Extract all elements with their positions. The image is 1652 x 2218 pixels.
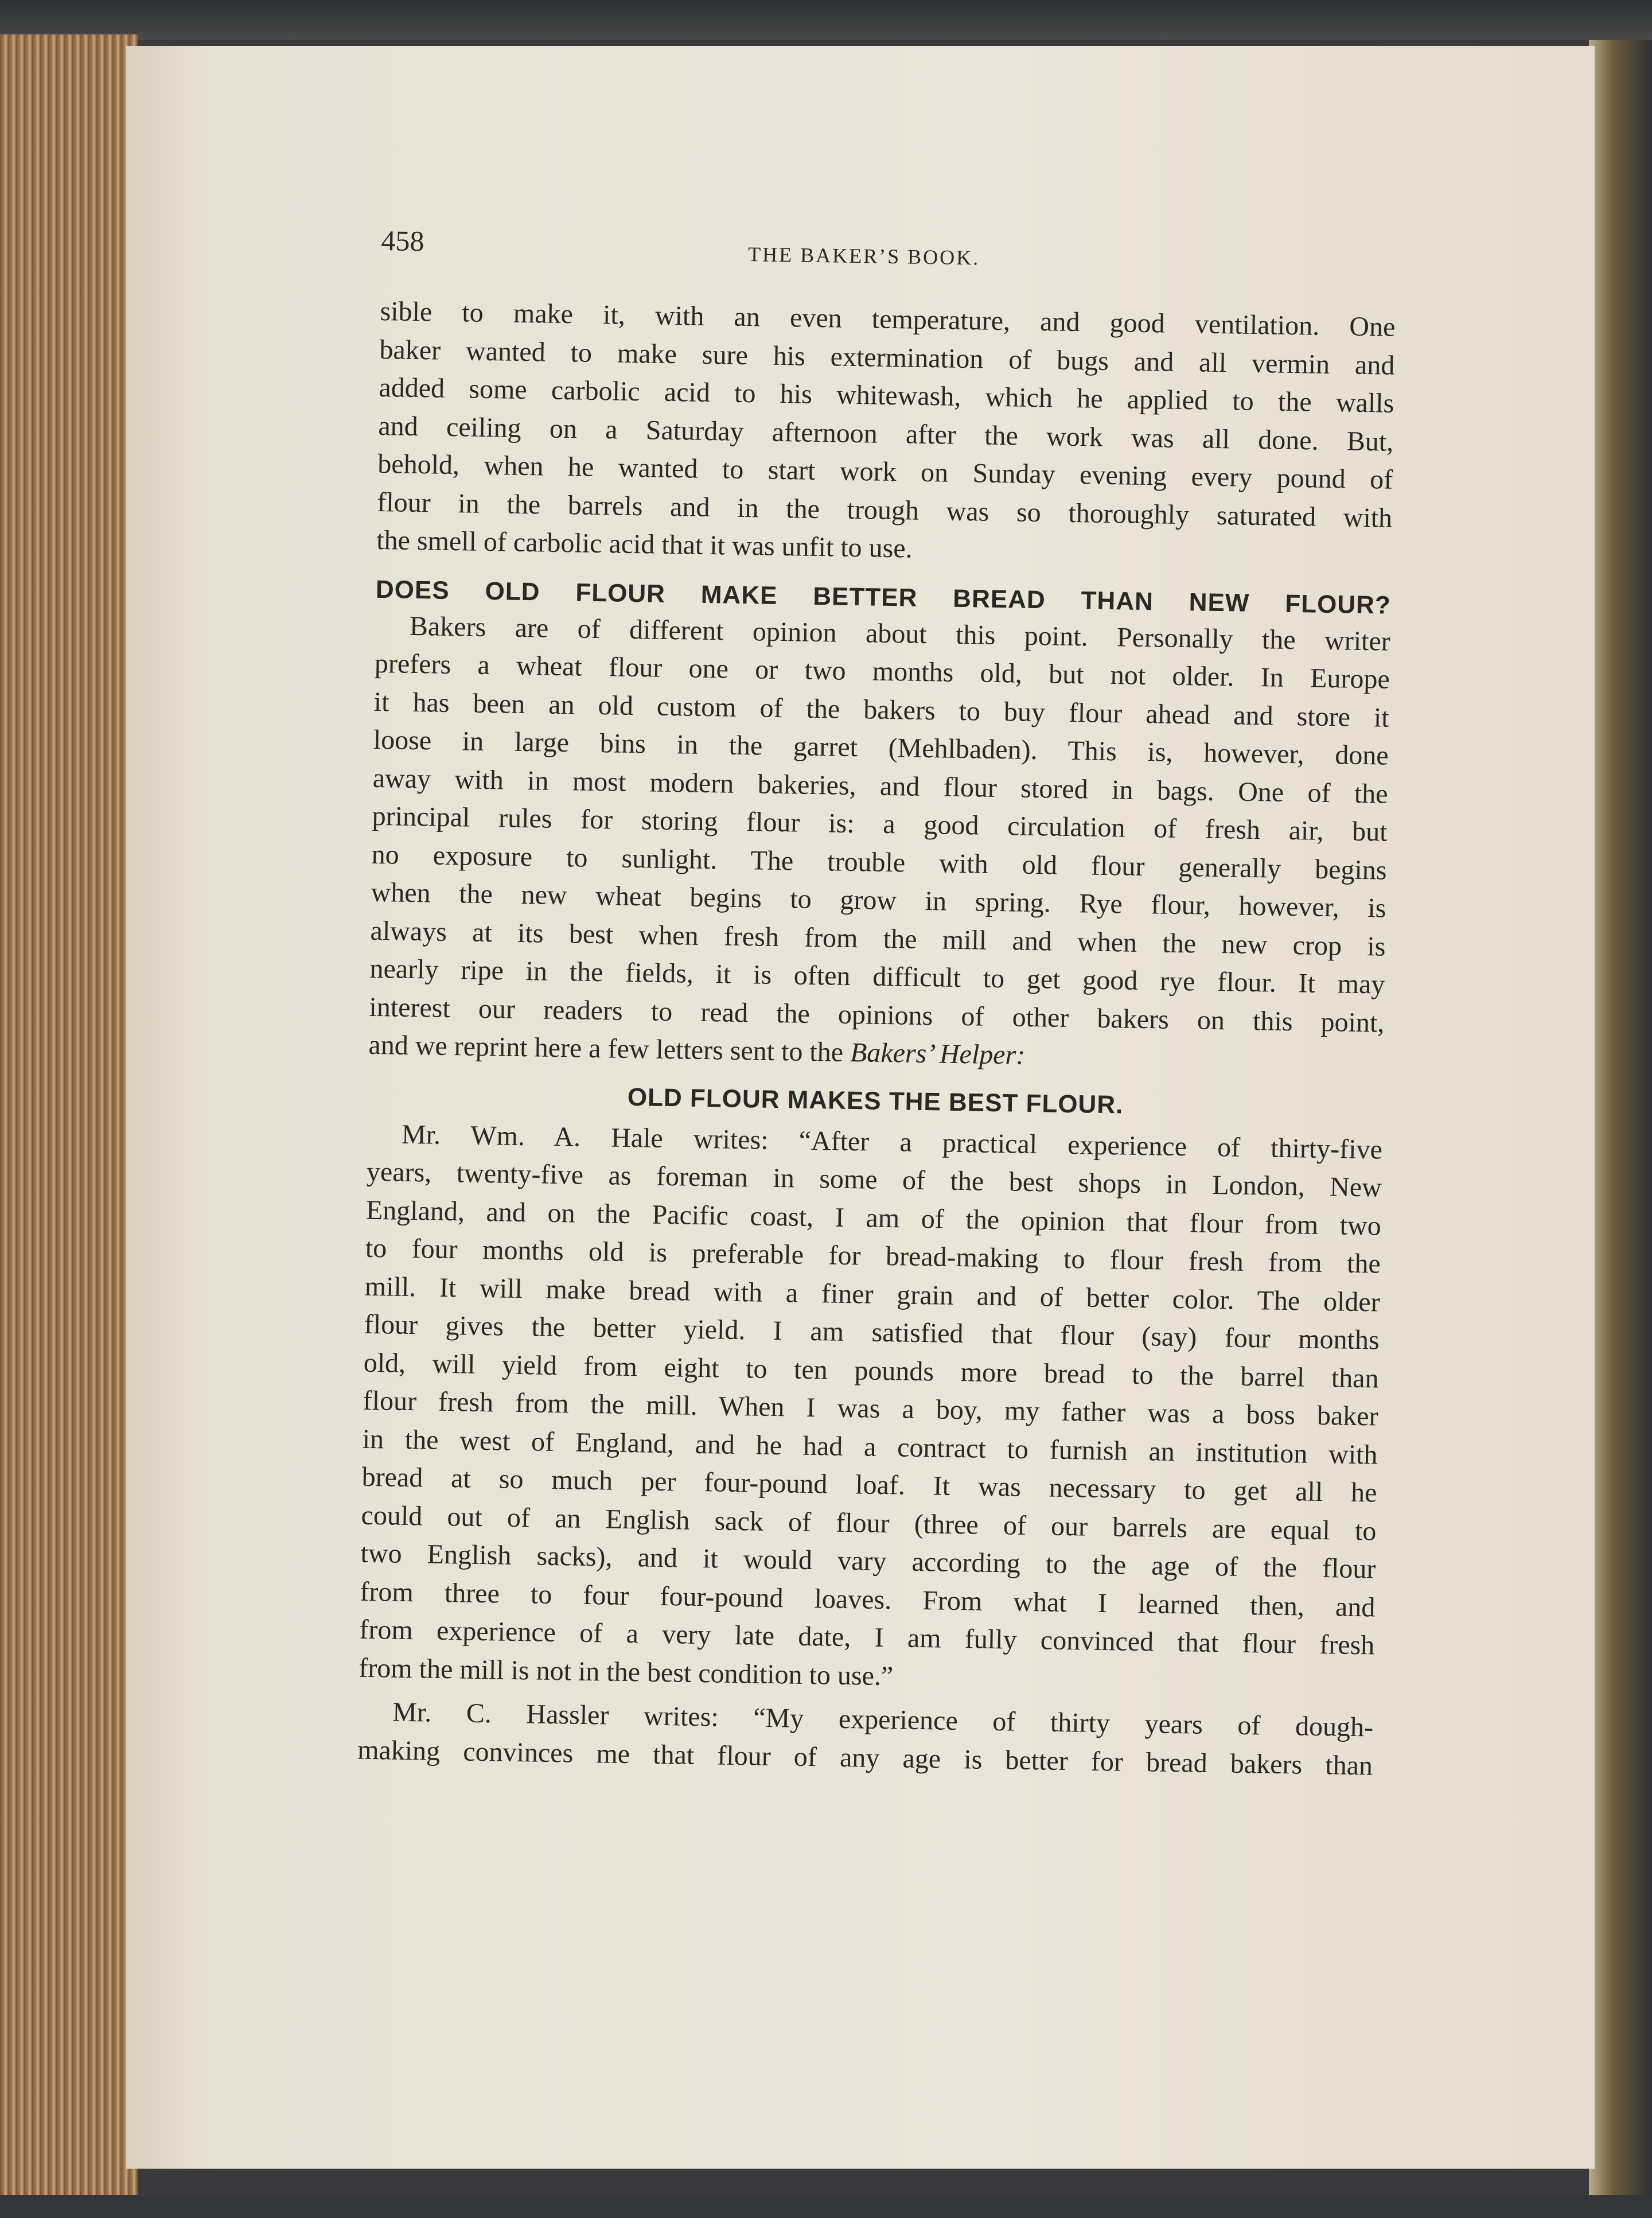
text-line: making convinces me that flour of any age is better for bread bakers than <box>357 1734 1373 1781</box>
section-heading-best-flour: OLD FLOUR MAKES THE BEST FLOUR. <box>627 1083 1124 1119</box>
text-line: no exposure to sunlight. The trouble with old flour generally begins <box>371 839 1387 886</box>
publication-title: Bakers’ Helper: <box>850 1037 1026 1071</box>
text-line: the smell of carbolic acid that it was unfit to use. <box>376 524 913 564</box>
text-line: could out of an English sack of flour (three of our barrels are equal to <box>361 1500 1377 1547</box>
text-line: away with in most modern bakeries, and flour stored in bags. One of the <box>372 762 1389 810</box>
text-line: Mr. C. Hassler writes: “My experience of thirty years of dough- <box>392 1696 1374 1743</box>
text-line: behold, when he wanted to start work on Sunday evening every pound of <box>377 448 1393 495</box>
text-line: Bakers are of different opinion about this point. Personally the writer <box>409 610 1391 657</box>
paragraph-flour-opinions <box>368 606 1390 1080</box>
text-line: principal rules for storing flour is: a good circulation of fresh air, but <box>372 800 1388 847</box>
page-edges-left <box>0 34 138 2203</box>
text-line: to four months old is preferable for bread-making to flour fresh from the <box>365 1232 1381 1279</box>
text-line: in the west of England, and he had a contract to furnish an institution with <box>362 1423 1378 1470</box>
text-line: when the new wheat begins to grow in spring. Rye flour, however, is <box>371 877 1386 924</box>
section-heading-old-flour: DOES OLD FLOUR MAKE BETTER BREAD THAN NEW FLOUR? <box>375 575 1392 620</box>
text-line: nearly ripe in the fields, it is often difficult to get good rye flour. It may <box>369 953 1385 1000</box>
text-line: from experience of a very late date, I am fully convinced that flour fresh <box>359 1614 1375 1661</box>
text-line: Mr. Wm. A. Hale writes: “After a practical experience of thirty-five <box>401 1119 1383 1165</box>
text-line: added some carbolic acid to his whitewash, which he applied to the walls <box>379 372 1394 419</box>
paragraph-hale-letter <box>359 1115 1382 1703</box>
book-cover-bottom <box>0 2195 1652 2218</box>
paragraph-hassler-letter <box>357 1693 1374 1785</box>
text-line: it has been an old custom of the bakers to buy flour ahead and store it <box>373 686 1390 733</box>
page-edges-right <box>1589 40 1652 2197</box>
text-line: loose in large bins in the garret (Mehlbaden). This is, however, done <box>373 724 1389 771</box>
text-line: bread at so much per four-pound loaf. It was necessary to get all he <box>361 1461 1377 1508</box>
page-number: 458 <box>381 224 424 258</box>
text-line: flour gives the better yield. I am satisfied that flour (say) four months <box>364 1309 1380 1356</box>
running-title: THE BAKER’S BOOK. <box>747 243 980 270</box>
text-line: always at its best when fresh from the mill and when the new crop is <box>370 915 1386 962</box>
text-line: old, will yield from eight to ten pounds more bread to the barrel than <box>363 1347 1380 1394</box>
text-line: interest our readers to read the opinions of other bakers on this point, <box>369 991 1385 1038</box>
page-content <box>357 224 1397 1785</box>
text-line: and ceiling on a Saturday afternoon after the work was all done. But, <box>378 410 1394 457</box>
text-line: from the mill is not in the best condition to use.” <box>359 1652 894 1691</box>
text-line: prefers a wheat flour one or two months old, but not older. In Europe <box>374 648 1390 695</box>
text-line: flour fresh from the mill. When I was a boy, my father was a boss baker <box>363 1385 1378 1432</box>
text-line: years, twenty-five as foreman in some of the best shops in London, New <box>366 1156 1382 1203</box>
paragraph-carbolic-acid <box>376 293 1396 575</box>
text-line-main: and we reprint here a few letters sent to the <box>368 1029 844 1068</box>
text-line: England, and on the Pacific coast, I am of the opinion that flour from two <box>365 1194 1382 1242</box>
text-line: two English sacks), and it would vary according to the age of the flour <box>360 1538 1376 1585</box>
text-line: sible to make it, with an even temperature, and good ventilation. One <box>380 295 1396 343</box>
book-cover-top <box>0 0 1652 40</box>
text-line: mill. It will make bread with a finer grain and of better color. The older <box>364 1271 1381 1318</box>
text-line: baker wanted to make sure his extermination of bugs and all vermin and <box>379 334 1395 381</box>
text-line: flour in the barrels and in the trough was so thoroughly saturated with <box>376 487 1393 534</box>
text-line: from three to four four-pound loaves. From what I learned then, and <box>360 1576 1376 1623</box>
